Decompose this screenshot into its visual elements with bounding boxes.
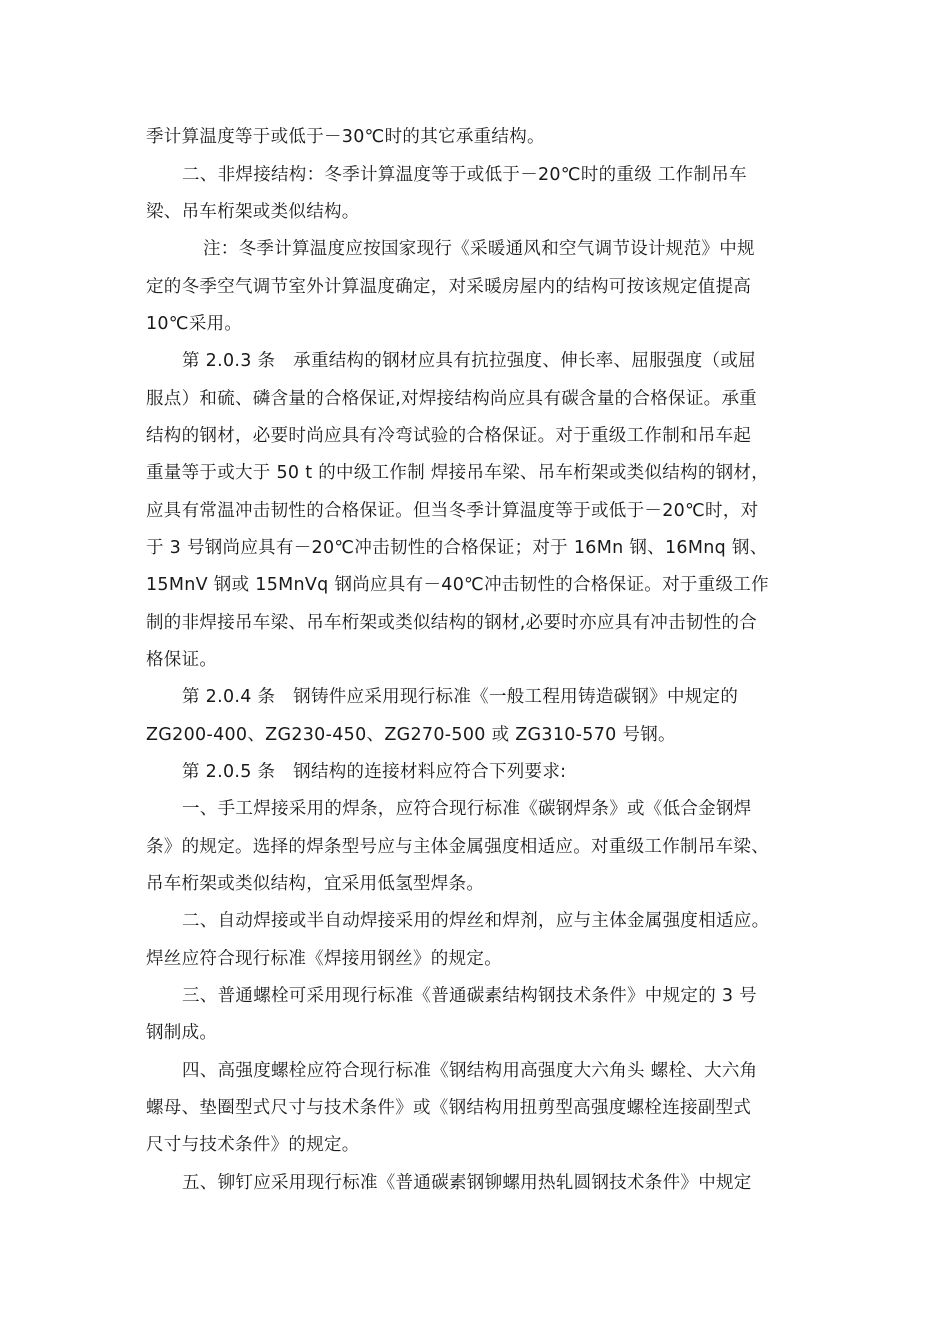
- text-line: 梁、吊车桁架或类似结构。: [146, 202, 360, 222]
- text-line: 定的冬季空气调节室外计算温度确定，对采暖房屋内的结构可按该规定值提高: [146, 277, 752, 297]
- text-line: ZG200-400、ZG230-450、ZG270-500 或 ZG310-570 号钢。: [146, 725, 676, 745]
- text-line: 条》的规定。选择的焊条型号应与主体金属强度相适应。对重级工作制吊车梁、: [146, 837, 769, 857]
- text-line: 第 2.0.4 条 钢铸件应采用现行标准《一般工程用铸造碳钢》中规定的: [182, 687, 739, 707]
- text-line: 季计算温度等于或低于－30℃时的其它承重结构。: [146, 127, 545, 147]
- text-line: 钢制成。: [146, 1023, 218, 1043]
- text-line: 第 2.0.5 条 钢结构的连接材料应符合下列要求:: [182, 762, 567, 782]
- text-line: 五、铆钉应采用现行标准《普通碳素钢铆螺用热轧圆钢技术条件》中规定: [182, 1173, 752, 1193]
- text-line: 于 3 号钢尚应具有－20℃冲击韧性的合格保证；对于 16Mn 钢、16Mnq 钢、: [146, 538, 768, 558]
- text-line: 应具有常温冲击韧性的合格保证。但当冬季计算温度等于或低于－20℃时，对: [146, 501, 759, 521]
- text-line: 15MnV 钢或 15MnVq 钢尚应具有－40℃冲击韧性的合格保证。对于重级工作: [146, 575, 769, 595]
- text-line: 结构的钢材，必要时尚应具有冷弯试验的合格保证。对于重级工作制和吊车起: [146, 426, 752, 446]
- text-line: 格保证。: [146, 650, 218, 670]
- text-line: 重量等于或大于 50 t 的中级工作制 焊接吊车梁、吊车桁架或类似结构的钢材，: [146, 463, 770, 483]
- text-line: 吊车桁架或类似结构，宜采用低氢型焊条。: [146, 874, 485, 894]
- text-line: 10℃采用。: [146, 314, 243, 334]
- text-line: 制的非焊接吊车梁、吊车桁架或类似结构的钢材,必要时亦应具有冲击韧性的合: [146, 613, 758, 633]
- text-line: 一、手工焊接采用的焊条，应符合现行标准《碳钢焊条》或《低合金钢焊: [182, 799, 752, 819]
- text-line: 二、自动焊接或半自动焊接采用的焊丝和焊剂，应与主体金属强度相适应。: [182, 911, 770, 931]
- text-line: 焊丝应符合现行标准《焊接用钢丝》的规定。: [146, 949, 502, 969]
- text-line: 二、非焊接结构：冬季计算温度等于或低于－20℃时的重级 工作制吊车: [182, 165, 747, 185]
- text-line: 注：冬季计算温度应按国家现行《采暖通风和空气调节设计规范》中规: [203, 239, 755, 259]
- text-line: 尺寸与技术条件》的规定。: [146, 1135, 360, 1155]
- text-line: 四、高强度螺栓应符合现行标准《钢结构用高强度大六角头 螺栓、大六角: [182, 1061, 758, 1081]
- text-line: 三、普通螺栓可采用现行标准《普通碳素结构钢技术条件》中规定的 3 号: [182, 986, 757, 1006]
- text-line: 螺母、垫圈型式尺寸与技术条件》或《钢结构用扭剪型高强度螺栓连接副型式: [146, 1098, 752, 1118]
- text-line: 服点）和硫、磷含量的合格保证,对焊接结构尚应具有碳含量的合格保证。承重: [146, 389, 758, 409]
- text-line: 第 2.0.3 条 承重结构的钢材应具有抗拉强度、伸长率、屈服强度（或屈: [182, 351, 756, 371]
